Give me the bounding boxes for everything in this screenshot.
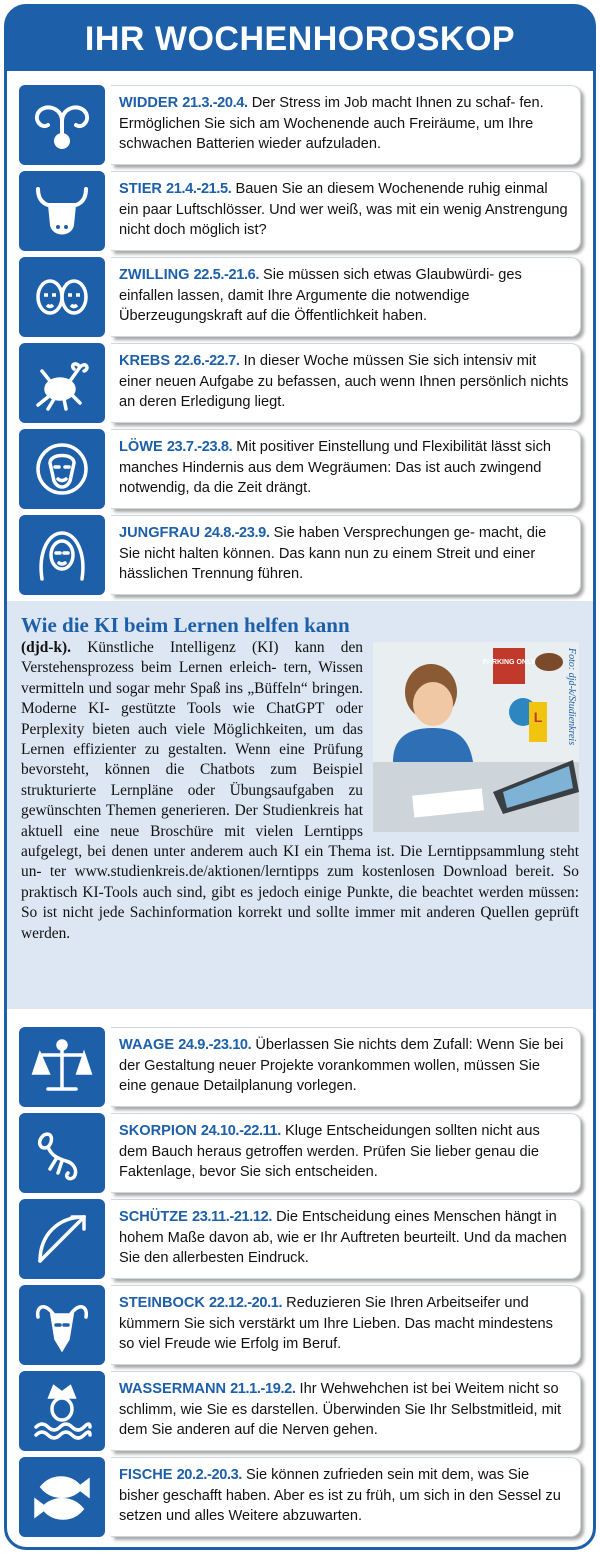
sign-cancer-text — [111, 343, 581, 423]
sign-name: WASSERMANN — [119, 1381, 227, 1397]
gemini-icon — [19, 257, 105, 337]
sign-dates: 24.10.-22.11. — [200, 1123, 281, 1139]
sign-name: ZWILLING — [119, 267, 190, 283]
sign-virgo — [19, 515, 581, 601]
sign-pisces — [19, 1457, 581, 1543]
sign-dates: 21.4.-21.5. — [166, 181, 232, 197]
sign-virgo-text — [111, 515, 581, 595]
sign-description: Die Entscheidung eines Menschen hängt in hohem Maße davon ab, wie er Ihr Auftreten beurteilt. Und da machen Sie den allerbesten Eindruck. — [119, 1209, 567, 1266]
article-ki-lernen — [7, 601, 593, 1009]
sign-name: WIDDER — [119, 95, 179, 111]
taurus-icon — [19, 171, 105, 251]
sign-leo-text — [111, 429, 581, 509]
sign-aquarius — [19, 1371, 581, 1457]
sign-dates: 20.2.-20.3. — [176, 1467, 242, 1483]
sign-dates: 23.7.-23.8. — [166, 439, 233, 455]
sign-dates: 22.6.-22.7. — [174, 353, 240, 369]
sign-scorpio — [19, 1113, 581, 1199]
sign-leo — [19, 429, 581, 515]
sign-cancer — [19, 343, 581, 429]
sign-description: Ihr Wehwehchen ist bei Weitem nicht so schlimm, wie Sie es darstellen. Überwinden Sie Ihr Selbstmitleid, mit dem Sie anderen auf die Nerven gehen. — [119, 1381, 562, 1438]
sign-dates: 21.1.-19.2. — [230, 1381, 296, 1397]
sign-gemini — [19, 257, 581, 343]
sign-gemini-text — [111, 257, 581, 337]
student-laptop-illustration — [373, 642, 579, 832]
sign-description: Mit positiver Einstellung und Flexibilität lässt sich manches Hindernis aus dem Wegräumen: Das ist auch zwingend notwendig, da die Zeit drängt. — [119, 439, 552, 496]
signs-top-list — [7, 71, 593, 601]
sign-aries — [19, 85, 581, 171]
sign-name: WAAGE — [119, 1037, 175, 1053]
sagittarius-icon — [19, 1199, 105, 1279]
sign-aquarius-text — [111, 1371, 581, 1451]
sign-capricorn-text — [111, 1285, 581, 1365]
leo-icon — [19, 429, 105, 509]
libra-icon — [19, 1027, 105, 1107]
article-lead: (djd-k). — [21, 639, 72, 656]
sign-description: In dieser Woche müssen Sie sich intensiv mit einer neuen Aufgabe zu befassen, auch wenn Ihnen persönlich nichts an deren Erledigung liegt. — [119, 353, 569, 410]
sign-name: FISCHE — [119, 1467, 173, 1483]
sign-name: KREBS — [119, 353, 171, 369]
article-body: Künstliche Intelligenz (KI) kann den Verstehensprozess beim Lernen erleich- tern, Wissen vermitteln und sogar mehr Spaß ins „Büffeln“ bringen. Moderne KI- gestützte Tools wie ChatGPT oder Perplexity bieten auch viele Möglichkeiten, um das Lernen effizienter zu gestalten. Wenn eine Prüfung bevorsteht, können die Chatbots zum Beispiel strukturierte Lernpläne oder Übungsaufgaben zu gewünschten Themen generieren. Der Studienkreis hat aktuell eine neue Broschüre mit vielen Lerntipps aufgelegt, bei denen unter anderem auch KI ein Thema ist. Die Lerntippsammlung steht un- ter www.studienkreis.de/aktionen/lerntipps zum kostenlosen Download bereit. So praktisch KI-Tools auch sind, gibt es jedoch einige Punkte, die beachtet werden müssen: So ist nicht jede Sachinformation korrekt und sollte immer mit anderen Quellen geprüft werden. — [21, 639, 579, 942]
sign-taurus — [19, 171, 581, 257]
article-photo — [373, 642, 579, 832]
book-letter: L — [533, 709, 543, 725]
aries-icon — [19, 85, 105, 165]
cancer-icon — [19, 343, 105, 423]
sign-capricorn — [19, 1285, 581, 1371]
signs-bottom-list — [7, 1009, 593, 1550]
sign-description: Bauen Sie an diesem Wochenende ruhig einmal ein paar Luftschlösser. Und wer weiß, was mit ein wenig Anstrengung nicht doch möglich ist? — [119, 181, 568, 238]
page-title: IHR WOCHENHOROSKOP — [84, 19, 516, 58]
sign-libra-text — [111, 1027, 581, 1107]
sign-name: SKORPION — [119, 1123, 197, 1139]
poster-text: PARKING ONLY — [482, 659, 536, 666]
virgo-icon — [19, 515, 105, 595]
sign-dates: 23.11.-21.12. — [191, 1209, 272, 1225]
photo-credit: Foto: djd-k/Studienkreis — [566, 648, 577, 746]
sign-sagittarius — [19, 1199, 581, 1285]
sign-dates: 24.8.-23.9. — [204, 525, 270, 541]
sign-description: Überlassen Sie nichts dem Zufall: Wenn Sie bei der Gestaltung neuer Projekte vorankommen wollen, müssen Sie eine genaue Detailplanung vorlegen. — [119, 1037, 564, 1094]
horoscope-frame — [4, 4, 596, 1550]
sign-aries-text — [111, 85, 581, 165]
sign-name: JUNGFRAU — [119, 525, 201, 541]
sign-name: LÖWE — [119, 439, 163, 455]
sign-name: STEINBOCK — [119, 1295, 205, 1311]
sign-libra — [19, 1027, 581, 1113]
sign-dates: 22.5.-21.6. — [193, 267, 259, 283]
scorpio-icon — [19, 1113, 105, 1193]
sign-description: Reduzieren Sie Ihren Arbeitseifer und kümmern Sie sich verstärkt um Ihre Lieben. Das macht mindestens so viel Freude wie Erfolg im Beruf. — [119, 1295, 553, 1352]
sign-description: Sie müssen sich etwas Glaubwürdi- ges einfallen lassen, damit Ihre Argumente die notwendige Überzeugungskraft auf die Öffentlichkeit haben. — [119, 267, 522, 324]
sign-sagittarius-text — [111, 1199, 581, 1279]
sign-description: Sie können zufrieden sein mit dem, was Sie bisher geschafft haben. Aber es ist zu früh, um sich in den Sessel zu setzen und alles Weitere abzuwarten. — [119, 1467, 561, 1524]
sign-description: Sie haben Versprechungen ge- macht, die Sie nicht halten können. Das kann nun zu einem Streit und einer hässlichen Trennung führen. — [119, 525, 547, 582]
sign-name: STIER — [119, 181, 162, 197]
sign-dates: 21.3.-20.4. — [182, 95, 248, 111]
sign-description: Kluge Entscheidungen sollten nicht aus dem Bauch heraus getroffen werden. Prüfen Sie lieber genau die Faktenlage, bevor Sie sich entscheiden. — [119, 1123, 540, 1180]
sign-description: Der Stress im Job macht Ihnen zu schaf- fen. Ermöglichen Sie sich am Wochenende auch Freiräume, um Ihre schwachen Batterien wieder aufzuladen. — [119, 95, 544, 152]
article-title: Wie die KI beim Lernen helfen kann — [21, 613, 350, 637]
sign-name: SCHÜTZE — [119, 1209, 188, 1225]
sign-scorpio-text — [111, 1113, 581, 1193]
capricorn-icon — [19, 1285, 105, 1365]
sign-pisces-text — [111, 1457, 581, 1537]
sign-dates: 24.9.-23.10. — [178, 1037, 252, 1053]
aquarius-icon — [19, 1371, 105, 1451]
sign-dates: 22.12.-20.1. — [209, 1295, 283, 1311]
pisces-icon — [19, 1457, 105, 1537]
sign-taurus-text — [111, 171, 581, 251]
